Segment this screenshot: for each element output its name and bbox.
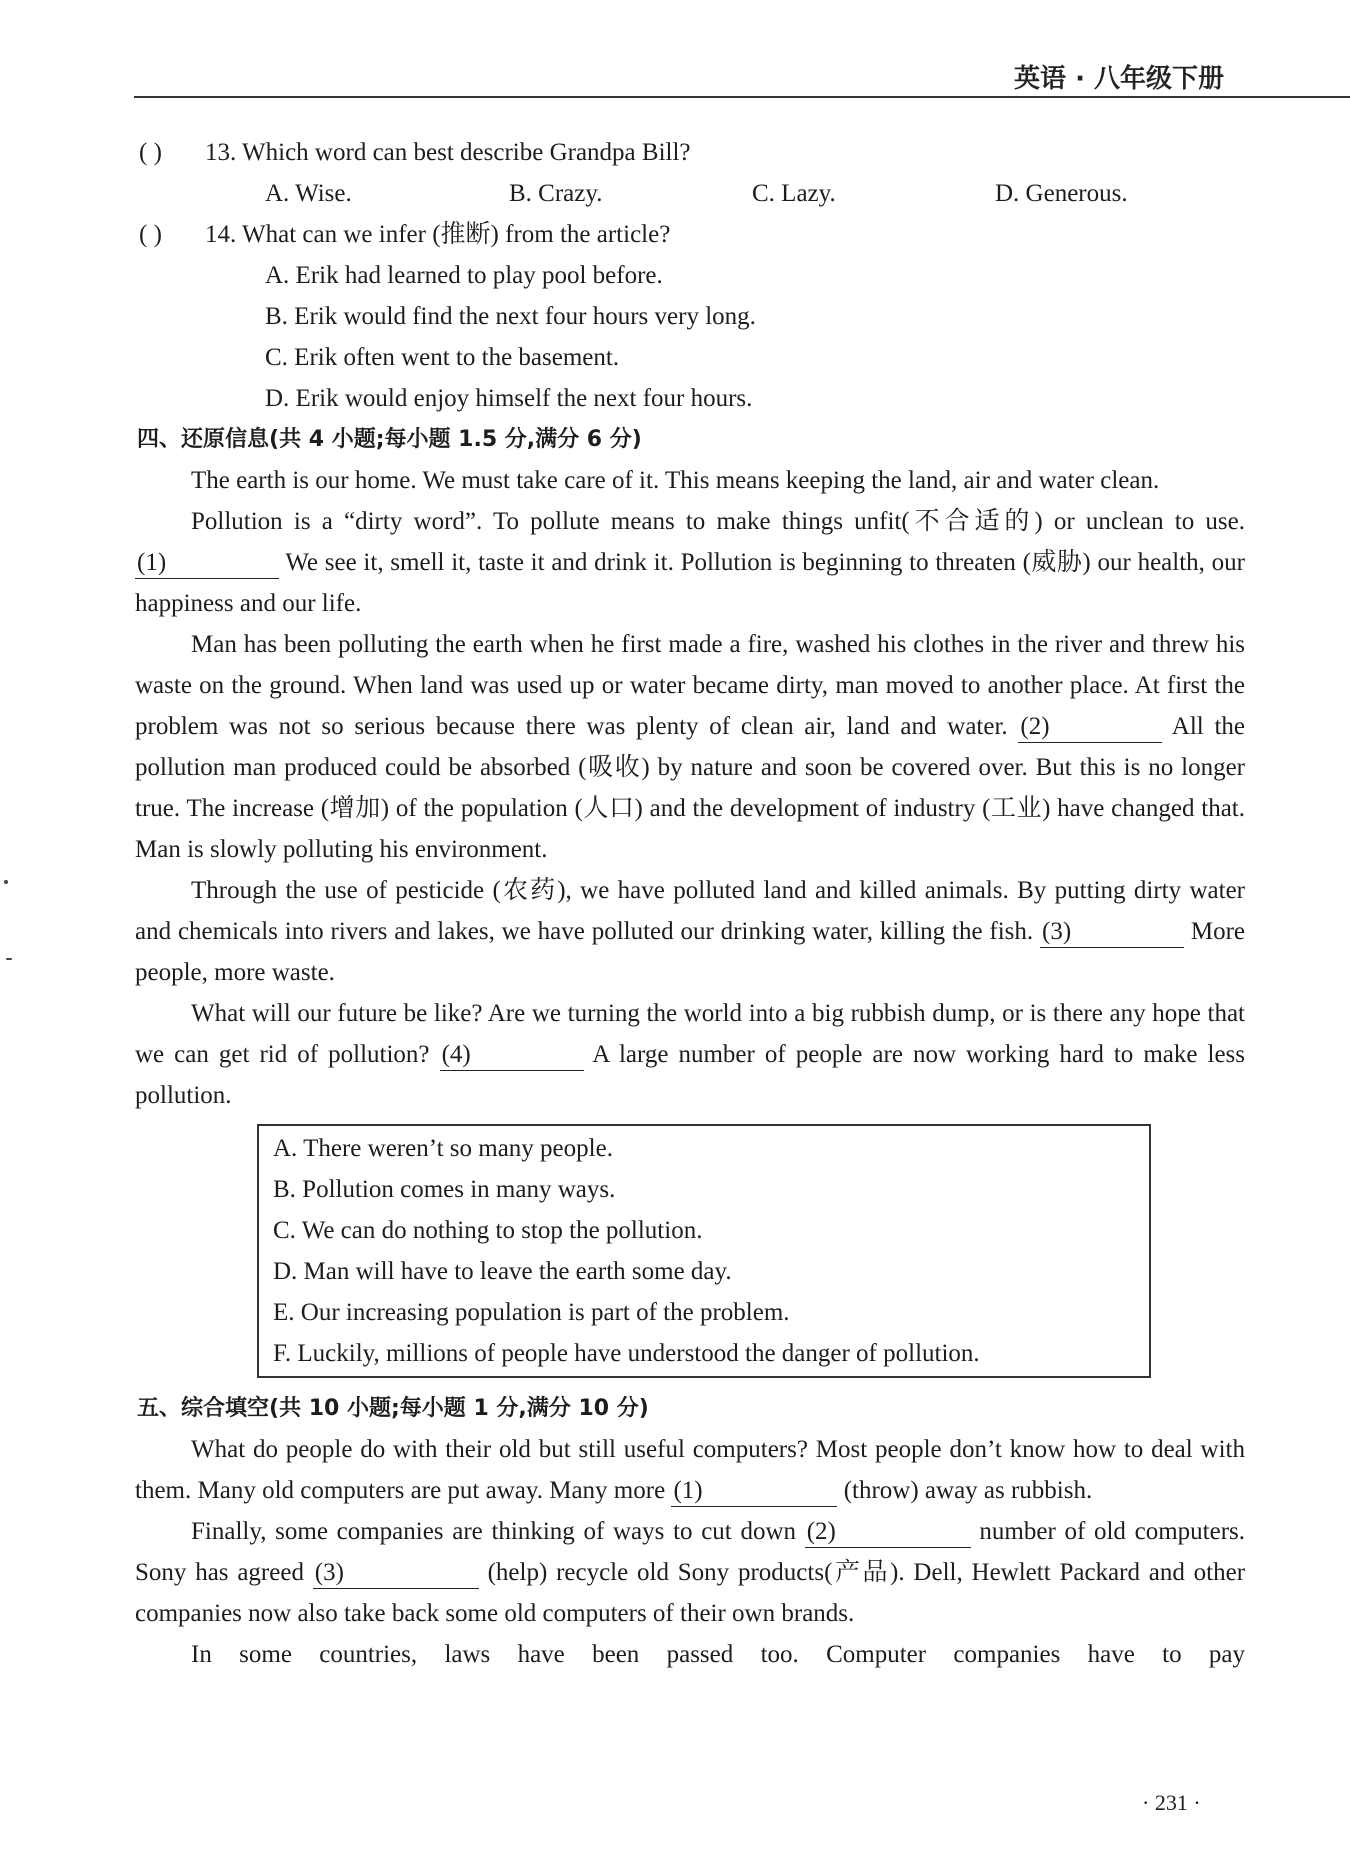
answer-blank-4[interactable]: (4)	[440, 1040, 584, 1071]
paragraph-text: Through the use of pesticide (农药), we have polluted land and killed animals. By putting dirty water and chemicals into rivers and lakes, we have polluted our drinking water, killing the fish.	[135, 877, 1245, 945]
paragraph-text: What will our future be like? Are we turning the world into a big rubbish dump, or is there any hope that we can get rid of pollution?	[135, 1000, 1245, 1068]
box-option-c: C. We can do nothing to stop the pollution.	[273, 1217, 703, 1244]
box-option-b: B. Pollution comes in many ways.	[273, 1176, 616, 1203]
paragraph-text: Pollution is a “dirty word”. To pollute means to make things unfit(不合适的) or unclean to use.	[191, 508, 1245, 535]
answer-paren[interactable]: ( )	[139, 139, 162, 166]
option-a: A. Erik had learned to play pool before.	[265, 262, 663, 289]
passage-paragraph-5	[135, 993, 1245, 1116]
option-c: C. Lazy.	[752, 180, 836, 207]
answer-blank-1[interactable]: (1)	[135, 548, 279, 579]
question-text: 13. Which word can best describe Grandpa Bill?	[205, 139, 691, 166]
question-text: 14. What can we infer (推断) from the article?	[205, 221, 671, 248]
section-score: (共 4 小题;每小题 1.5 分,满分 6 分)	[269, 427, 642, 452]
answer-blank-2[interactable]: (2)	[1018, 712, 1162, 743]
passage-paragraph-4	[135, 870, 1245, 993]
box-option-e: E. Our increasing population is part of the problem.	[273, 1299, 790, 1326]
passage-paragraph-3: In some countries, laws have been passed too. Computer companies have to pay	[191, 1641, 1245, 1668]
paragraph-text: A large number of people are now working hard to make less pollution.	[135, 1041, 1246, 1109]
answer-blank-1[interactable]: (1)	[671, 1476, 837, 1507]
section-score: (共 10 小题;每小题 1 分,满分 10 分)	[269, 1396, 649, 1421]
option-d: D. Generous.	[995, 180, 1128, 207]
paragraph-text: What do people do with their old but still useful computers? Most people don’t know how to deal with them. Many old computers are put away. Many more	[135, 1436, 1245, 1504]
answer-paren[interactable]: ( )	[139, 221, 162, 248]
passage-paragraph-3	[135, 624, 1245, 870]
question-13-options	[135, 173, 1245, 214]
paragraph-text: (help) recycle old Sony products(产品). Dell, Hewlett Packard and other companies now also take back some old computers of their own brands.	[135, 1559, 1246, 1627]
option-b: B. Erik would find the next four hours very long.	[265, 303, 756, 330]
passage-paragraph-1	[135, 1429, 1245, 1511]
box-option-f: F. Luckily, millions of people have understood the danger of pollution.	[273, 1340, 980, 1367]
page-content	[135, 132, 1245, 1675]
option-a: A. Wise.	[265, 180, 352, 207]
book-header-title: 英语 · 八年级下册	[1014, 64, 1224, 94]
margin-mark	[4, 880, 8, 884]
section-title: 五、综合填空	[137, 1396, 270, 1421]
paragraph-text: (throw) away as rubbish.	[843, 1477, 1093, 1504]
passage-paragraph-1: The earth is our home. We must take care of it. This means keeping the land, air and water clean.	[191, 467, 1160, 494]
page-number: · 231 ·	[1142, 1790, 1201, 1815]
passage-paragraph-2	[135, 1511, 1245, 1634]
paragraph-text: More people, more waste.	[135, 918, 1246, 986]
question-14	[135, 214, 1245, 255]
answer-blank-3[interactable]: (3)	[1040, 917, 1184, 948]
passage-paragraph-2	[135, 501, 1245, 624]
header-rule	[134, 96, 1350, 98]
paragraph-text: We see it, smell it, taste it and drink it. Pollution is beginning to threaten (威胁) our health, our happiness and our life.	[135, 549, 1245, 617]
section-4-heading	[135, 419, 1245, 460]
question-13	[135, 132, 1245, 173]
answer-blank-3[interactable]: (3)	[313, 1558, 479, 1589]
option-c: C. Erik often went to the basement.	[265, 344, 620, 371]
box-option-d: D. Man will have to leave the earth some day.	[273, 1258, 732, 1285]
paragraph-text: All the pollution man produced could be absorbed (吸收) by nature and soon be covered over. But this is no longer true. The increase (增加) of the population (人口) and the development of industry (工业) have changed that. Man is slowly polluting his environment.	[135, 713, 1246, 863]
option-b: B. Crazy.	[509, 180, 603, 207]
section-title: 四、还原信息	[137, 427, 270, 452]
paragraph-text: number of old computers. Sony has agreed	[135, 1518, 1246, 1586]
answer-blank-2[interactable]: (2)	[805, 1517, 971, 1548]
margin-mark	[6, 958, 12, 960]
section-5-heading	[135, 1388, 1245, 1429]
options-box	[257, 1124, 1151, 1378]
option-d: D. Erik would enjoy himself the next four hours.	[265, 385, 753, 412]
box-option-a: A. There weren’t so many people.	[273, 1135, 613, 1162]
paragraph-text: Finally, some companies are thinking of ways to cut down	[191, 1518, 796, 1545]
paragraph-text: Man has been polluting the earth when he first made a fire, washed his clothes in the river and threw his waste on the ground. When land was used up or water became dirty, man moved to another place. At first the problem was not so serious because there was plenty of clean air, land and water.	[135, 631, 1245, 740]
